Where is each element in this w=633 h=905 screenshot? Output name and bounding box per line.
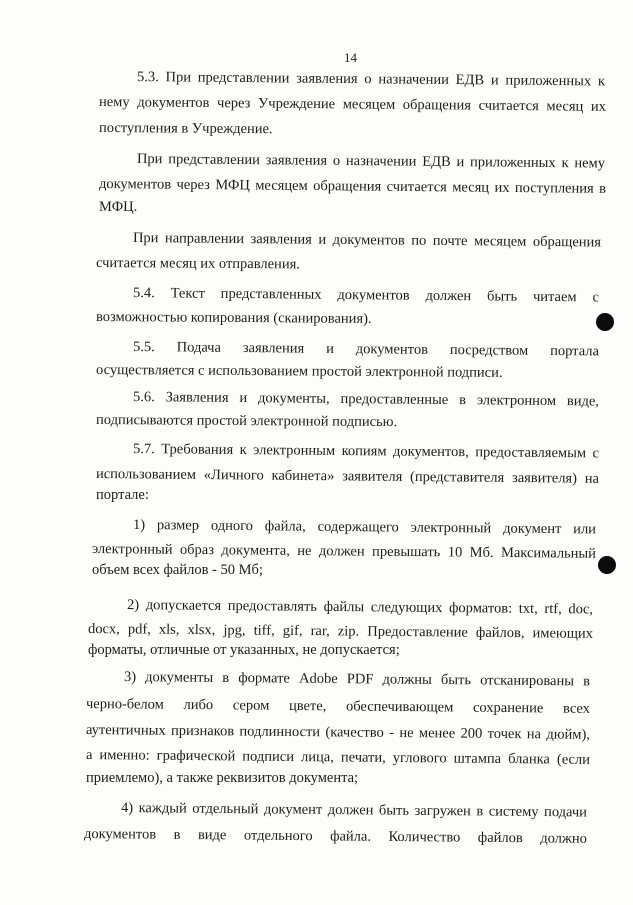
text-line: 2) допускается предоставлять файлы следующих форматов: txt, rtf, doc,	[126, 597, 594, 618]
hole-punch-mark	[598, 556, 616, 574]
text-line: форматы, отличные от указанных, не допускается;	[88, 642, 400, 658]
hole-punch-mark	[596, 313, 614, 331]
text-line: считается месяц их отправления.	[95, 255, 300, 273]
text-line: аутентичных признаков подлинности (качество - не менее 200 точек на дюйм),	[85, 722, 591, 743]
text-line: подписываются простой электронной подписью.	[95, 412, 398, 431]
text-line: документов в виде отдельного файла. Количество файлов должно	[83, 826, 588, 847]
text-line: портале:	[96, 487, 149, 503]
text-line: docx, pdf, xls, xlsx, jpg, tiff, gif, rar, zip. Предоставление файлов, имеющих	[87, 621, 594, 642]
text-line: 5.5. Подача заявления и документов посредством портала	[132, 339, 600, 360]
text-line: нему документов через Учреждение месяцем обращения считается месяц их	[98, 94, 607, 115]
text-line: 4) каждый отдельный документ должен быть загружен в систему подачи	[120, 800, 588, 821]
text-line: использованием «Личного кабинета» заявителя (представителя заявителя) на	[95, 466, 600, 487]
text-line: При представлении заявления о назначении ЕДВ и приложенных к нему	[136, 151, 606, 172]
text-line: документов через МФЦ месяцем обращения считается месяц их поступления в	[98, 176, 607, 197]
page-number: 14	[344, 50, 357, 65]
text-line: 5.7. Требования к электронным копиям документов, предоставляемым с	[132, 441, 600, 462]
text-line: 1) размер одного файла, содержащего электронный документ или	[132, 517, 597, 538]
text-line: приемлемо), а также реквизитов документа;	[86, 770, 359, 786]
text-line: 3) документы в формате Adobe PDF должны быть отсканированы в	[123, 669, 591, 690]
text-line: При направлении заявления и документов по почте месяцем обращения	[132, 230, 602, 251]
text-line: 5.4. Текст представленных документов должен быть читаем с	[132, 285, 600, 306]
text-line: черно-белом либо сером цвете, обеспечивающем сохранение всех	[85, 696, 591, 717]
text-line: осуществляется с использованием простой электронной подписи.	[95, 362, 503, 381]
text-line: объем всех файлов - 50 Мб;	[92, 562, 263, 578]
text-line: а именно: графической подписи лица, печати, углового штампа бланка (если	[85, 747, 591, 768]
text-line: 5.6. Заявления и документы, предоставленные в электронном виде,	[132, 389, 600, 410]
text-line: поступления в Учреждение.	[98, 120, 273, 138]
text-line: МФЦ.	[99, 199, 138, 215]
text-line: 5.3. При представлении заявления о назначении ЕДВ и приложенных к	[136, 69, 606, 90]
text-line: электронный образ документа, не должен превышать 10 Мб. Максимальный	[91, 541, 597, 562]
text-line: возможностью копирования (сканирования).	[95, 309, 372, 327]
